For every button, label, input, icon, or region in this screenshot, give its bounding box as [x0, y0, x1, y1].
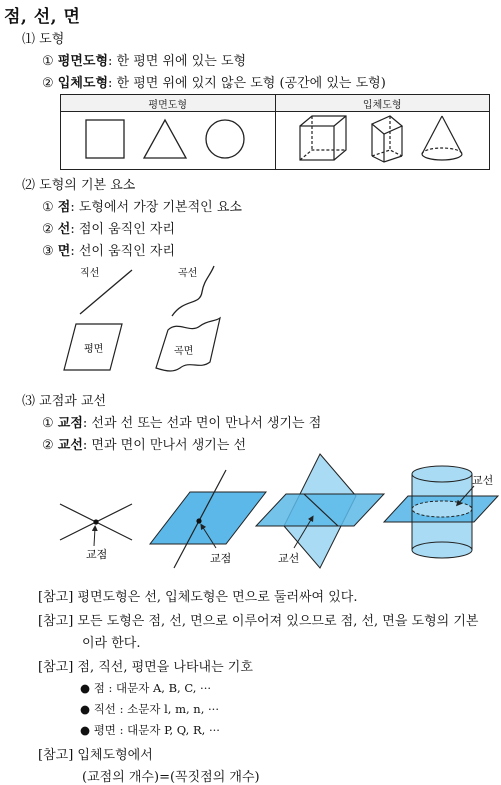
note-4 — [38, 744, 153, 763]
note-3 — [38, 656, 253, 675]
list-item — [42, 434, 246, 453]
item-term: 면 — [57, 244, 71, 259]
circle-shape — [206, 120, 244, 158]
item-number: ③ — [42, 244, 54, 259]
note-2 — [38, 610, 498, 629]
curved-surface-label: 곡면 — [174, 346, 194, 357]
item-desc: : 한 평면 위에 있지 않은 도형 (공간에 있는 도형) — [108, 76, 386, 91]
list-item — [42, 72, 386, 91]
note-4-formula: (교점의 개수)=(꼭짓점의 개수) — [82, 770, 260, 785]
note-text: 모든 도형은 점, 선, 면으로 이루어져 있으므로 점, 선, 면을 도형의 기본 — [77, 614, 479, 629]
item-term: 입체도형 — [57, 76, 109, 91]
list-item — [42, 240, 175, 259]
section-title: 도형 — [39, 32, 65, 47]
section-1-heading — [22, 28, 64, 47]
table-header-plane: 평면도형 — [61, 95, 276, 112]
bullet-item: ● 평면 : 대문자 P, Q, R, ··· — [80, 723, 220, 737]
section-title: 도형의 기본 요소 — [39, 178, 136, 193]
intersection-figure — [50, 452, 500, 580]
section-title: 교점과 교선 — [39, 394, 107, 409]
curved-surface-shape — [156, 318, 220, 371]
section-3-heading — [22, 390, 106, 409]
item-term: 교점 — [57, 416, 83, 431]
horizontal-plane — [256, 494, 384, 526]
bullet-item: ● 점 : 대문자 A, B, C, ··· — [80, 681, 212, 695]
section-2-heading — [22, 174, 135, 193]
note-tag: [참고] — [38, 590, 74, 605]
item-number: ① — [42, 200, 54, 215]
intersection-line-label: 교선 — [278, 552, 300, 565]
list-item — [42, 50, 246, 69]
item-desc: : 선과 선 또는 선과 면이 만나서 생기는 점 — [82, 416, 322, 431]
bullet-text: 평면 : 대문자 P, Q, R, ··· — [93, 723, 220, 737]
item-term: 선 — [57, 222, 71, 237]
straight-line-label: 직선 — [80, 268, 100, 279]
note-1 — [38, 586, 358, 605]
bullet-text: 직선 : 소문자 l, m, n, ··· — [93, 702, 219, 716]
cylinder-intersection-label: 교선 — [472, 474, 494, 487]
plane-shapes-cell — [61, 112, 276, 170]
triangle-shape — [144, 120, 186, 158]
plane-label: 평면 — [84, 344, 104, 355]
item-desc: : 한 평면 위에 있는 도형 — [108, 54, 247, 69]
prism-shape — [372, 116, 402, 162]
item-desc: : 점이 움직인 자리 — [70, 222, 176, 237]
item-desc: : 면과 면이 만나서 생기는 선 — [82, 438, 247, 453]
item-number: ② — [42, 76, 54, 91]
item-number: ② — [42, 222, 54, 237]
list-item — [42, 218, 175, 237]
item-desc: : 선이 움직인 자리 — [70, 244, 176, 259]
item-number: ① — [42, 54, 54, 69]
plane-intersection-point — [196, 518, 201, 523]
bullet-item: ● 직선 : 소문자 l, m, n, ··· — [80, 702, 219, 716]
page-title: 점, 선, 면 — [4, 7, 81, 27]
item-term: 평면도형 — [57, 54, 109, 69]
shapes-table — [60, 94, 490, 170]
square-shape — [86, 120, 124, 158]
plane-point-label: 교점 — [210, 552, 232, 565]
item-desc: : 도형에서 가장 기본적인 요소 — [70, 200, 242, 215]
curve-label: 곡선 — [178, 268, 198, 279]
note-2-continued: 이라 한다. — [82, 636, 141, 651]
bullet-text: 점 : 대문자 A, B, C, ··· — [93, 681, 212, 695]
cone-shape — [422, 116, 462, 160]
item-term: 교선 — [57, 438, 83, 453]
item-number: ① — [42, 416, 54, 431]
note-text: 점, 직선, 평면을 나타내는 기호 — [77, 660, 253, 675]
note-tag: [참고] — [38, 614, 74, 629]
note-tag: [참고] — [38, 748, 74, 763]
intersection-point — [93, 519, 98, 524]
list-item — [42, 412, 321, 431]
section-number: ⑵ — [22, 178, 36, 193]
section-number: ⑶ — [22, 394, 36, 409]
solid-shapes-cell — [275, 112, 490, 170]
note-tag: [참고] — [38, 660, 74, 675]
section-number: ⑴ — [22, 32, 36, 47]
note-text: 입체도형에서 — [77, 748, 153, 763]
intersection-point-label: 교점 — [86, 548, 108, 561]
note-text: 평면도형은 선, 입체도형은 면으로 둘러싸여 있다. — [77, 590, 358, 605]
table-header-solid: 입체도형 — [275, 95, 490, 112]
basic-elements-figure — [50, 258, 250, 388]
list-item — [42, 196, 242, 215]
item-term: 점 — [57, 200, 71, 215]
cube-shape — [300, 116, 346, 160]
item-number: ② — [42, 438, 54, 453]
